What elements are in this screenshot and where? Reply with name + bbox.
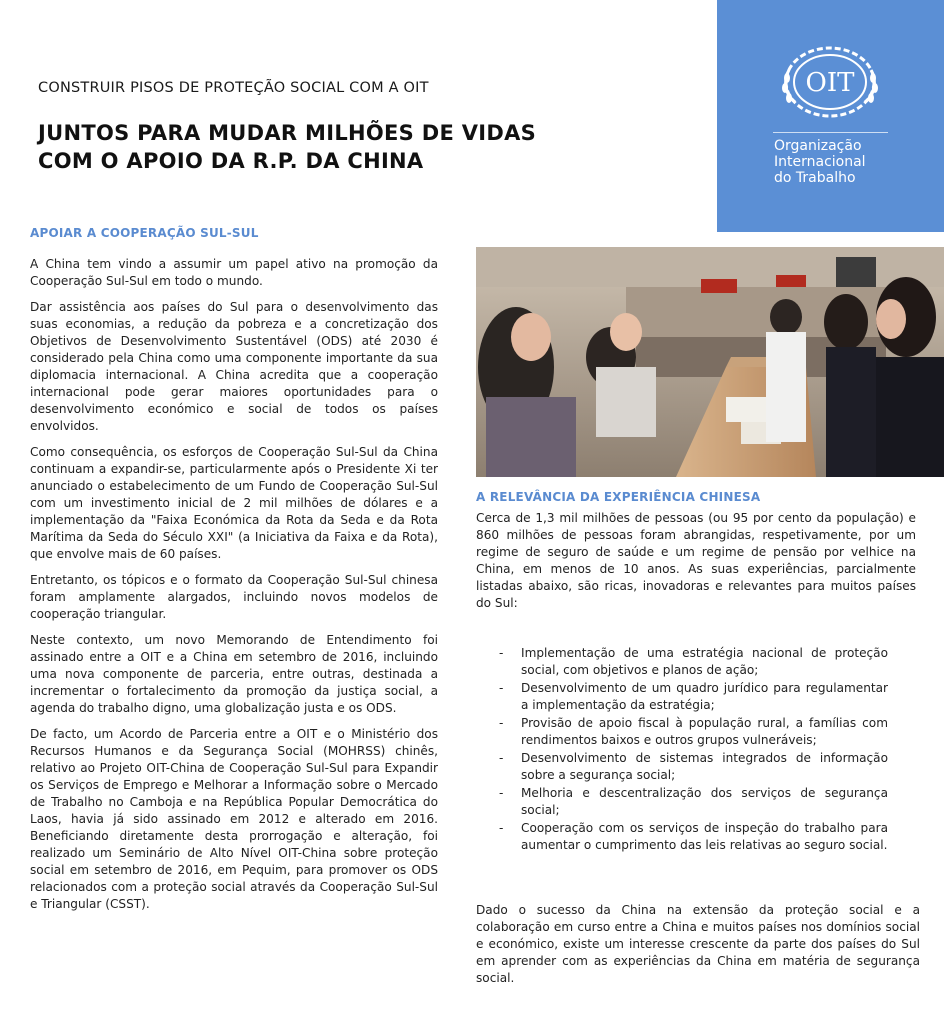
list-item xyxy=(496,750,888,784)
bullet-marker: - xyxy=(499,716,504,730)
list-item-text: Desenvolvimento de sistemas integrados de informação sobre a segurança social; xyxy=(521,751,888,782)
bullet-marker: - xyxy=(499,681,504,695)
org-line-3: do Trabalho xyxy=(774,170,856,186)
bullet-marker: - xyxy=(499,646,504,660)
kicker-title: CONSTRUIR PISOS DE PROTEÇÃO SOCIAL COM A OIT xyxy=(38,80,429,96)
list-item xyxy=(496,645,888,679)
paragraph: Como consequência, os esforços de Cooperação Sul-Sul da China continuam a expandir-se, particularmente após o Presidente Xi ter anunciado o estabelecimento de um Fundo de Cooperação Sul-Sul com um investimento inicial de 2 mil milhões de dólares e a implementação da "Faixa Económica da Rota da Seda e da Rota Marítima da Seda do Século XXI" (a Iniciativa da Faixa e da Rota), que envolve mais de 60 países. xyxy=(30,445,438,561)
paragraph: Entretanto, os tópicos e o formato da Cooperação Sul-Sul chinesa foram amplamente alargados, incluindo novos modelos de cooperação triangular. xyxy=(30,573,438,621)
list-item-text: Cooperação com os serviços de inspeção do trabalho para aumentar o cumprimento das leis relativas ao seguro social. xyxy=(521,821,888,852)
title-line-2: COM O APOIO DA R.P. DA CHINA xyxy=(38,149,424,173)
bullet-marker: - xyxy=(499,821,504,835)
intro-paragraph: Cerca de 1,3 mil milhões de pessoas (ou 95 por cento da população) e 860 milhões de pessoas foram abrangidas, respetivamente, por um regime de seguro de saúde e um regime de pensão por velhice na China, em menos de 10 anos. As suas experiências, parcialmente listadas abaixo, são ricas, inovadoras e relevantes para muitos países do Sul: xyxy=(476,511,916,610)
list-item xyxy=(496,680,888,714)
bullet-marker: - xyxy=(499,751,504,765)
paragraph: De facto, um Acordo de Parceria entre a OIT e o Ministério dos Recursos Humanos e da Segurança Social (MOHRSS) chinês, relativo ao Projeto OIT-China de Cooperação Sul-Sul para Expandir os Serviços de Emprego e Melhorar a Informação sobre o Mercado de Trabalho no Camboja e na República Popular Democrática do Laos, havia já sido assinado em 2012 e alterado em 2016. Beneficiando diretamente desta prorrogação e alteração, foi realizado um Seminário de Alto Nível OIT-China sobre proteção social em setembro de 2016, em Pequim, para promover os ODS relacionados com a proteção social através da Cooperação Sul-Sul e Triangular (CSST). xyxy=(30,727,438,911)
paragraph: Dar assistência aos países do Sul para o desenvolvimento das suas economias, a redução da pobreza e a concretização dos Objetivos de Desenvolvimento Sustentável (ODS) até 2030 é considerado pela China como uma componente importante da sua diplomacia internacional. A China acredita que a cooperação internacional pode gerar maiores oportunidades para o desenvolvimento económico e social de todos os países envolvidos. xyxy=(30,300,438,433)
bullet-marker: - xyxy=(499,786,504,800)
page-title xyxy=(38,119,678,175)
left-column-text xyxy=(30,256,438,922)
closing-paragraph: Dado o sucesso da China na extensão da proteção social e a colaboração em curso entre a China e muitos países nos domínios social e económico, existe um interesse crescente da parte dos países do Sul em aprender com as experiências da China em matéria de segurança social. xyxy=(476,903,920,985)
right-column-intro xyxy=(476,510,916,612)
emblem-text: OIT xyxy=(805,68,855,98)
logo-divider xyxy=(773,132,888,133)
org-line-2: Internacional xyxy=(774,154,866,170)
list-item-text: Melhoria e descentralização dos serviços de segurança social; xyxy=(521,786,888,817)
service-counter-photo xyxy=(476,247,944,477)
section-heading-south-south: APOIAR A COOPERAÇÃO SUL-SUL xyxy=(30,226,259,240)
paragraph: A China tem vindo a assumir um papel ativo na promoção da Cooperação Sul-Sul em todo o mundo. xyxy=(30,257,438,288)
list-item-text: Implementação de uma estratégia nacional de proteção social, com objetivos e planos de ação; xyxy=(521,646,888,677)
oit-emblem-icon xyxy=(773,40,887,124)
organization-name xyxy=(774,138,939,186)
section-heading-chinese-experience: A RELEVÂNCIA DA EXPERIÊNCIA CHINESA xyxy=(476,490,761,504)
list-item-text: Provisão de apoio fiscal à população rural, a famílias com rendimentos baixos e outros grupos vulneráveis; xyxy=(521,716,888,747)
oit-logo-panel xyxy=(717,0,944,232)
list-item xyxy=(496,820,888,854)
experience-list xyxy=(496,645,888,855)
list-item-text: Desenvolvimento de um quadro jurídico para regulamentar a implementação da estratégia; xyxy=(521,681,888,712)
list-item xyxy=(496,715,888,749)
paragraph: Neste contexto, um novo Memorando de Entendimento foi assinado entre a OIT e a China em setembro de 2016, incluindo uma nova componente de parceria, entre outras, destinada a incrementar o fortalecimento da promoção da justiça social, a agenda do trabalho digno, uma globalização justa e os ODS. xyxy=(30,633,438,715)
org-line-1: Organização xyxy=(774,138,862,154)
title-line-1: JUNTOS PARA MUDAR MILHÕES DE VIDAS xyxy=(38,121,537,145)
list-item xyxy=(496,785,888,819)
